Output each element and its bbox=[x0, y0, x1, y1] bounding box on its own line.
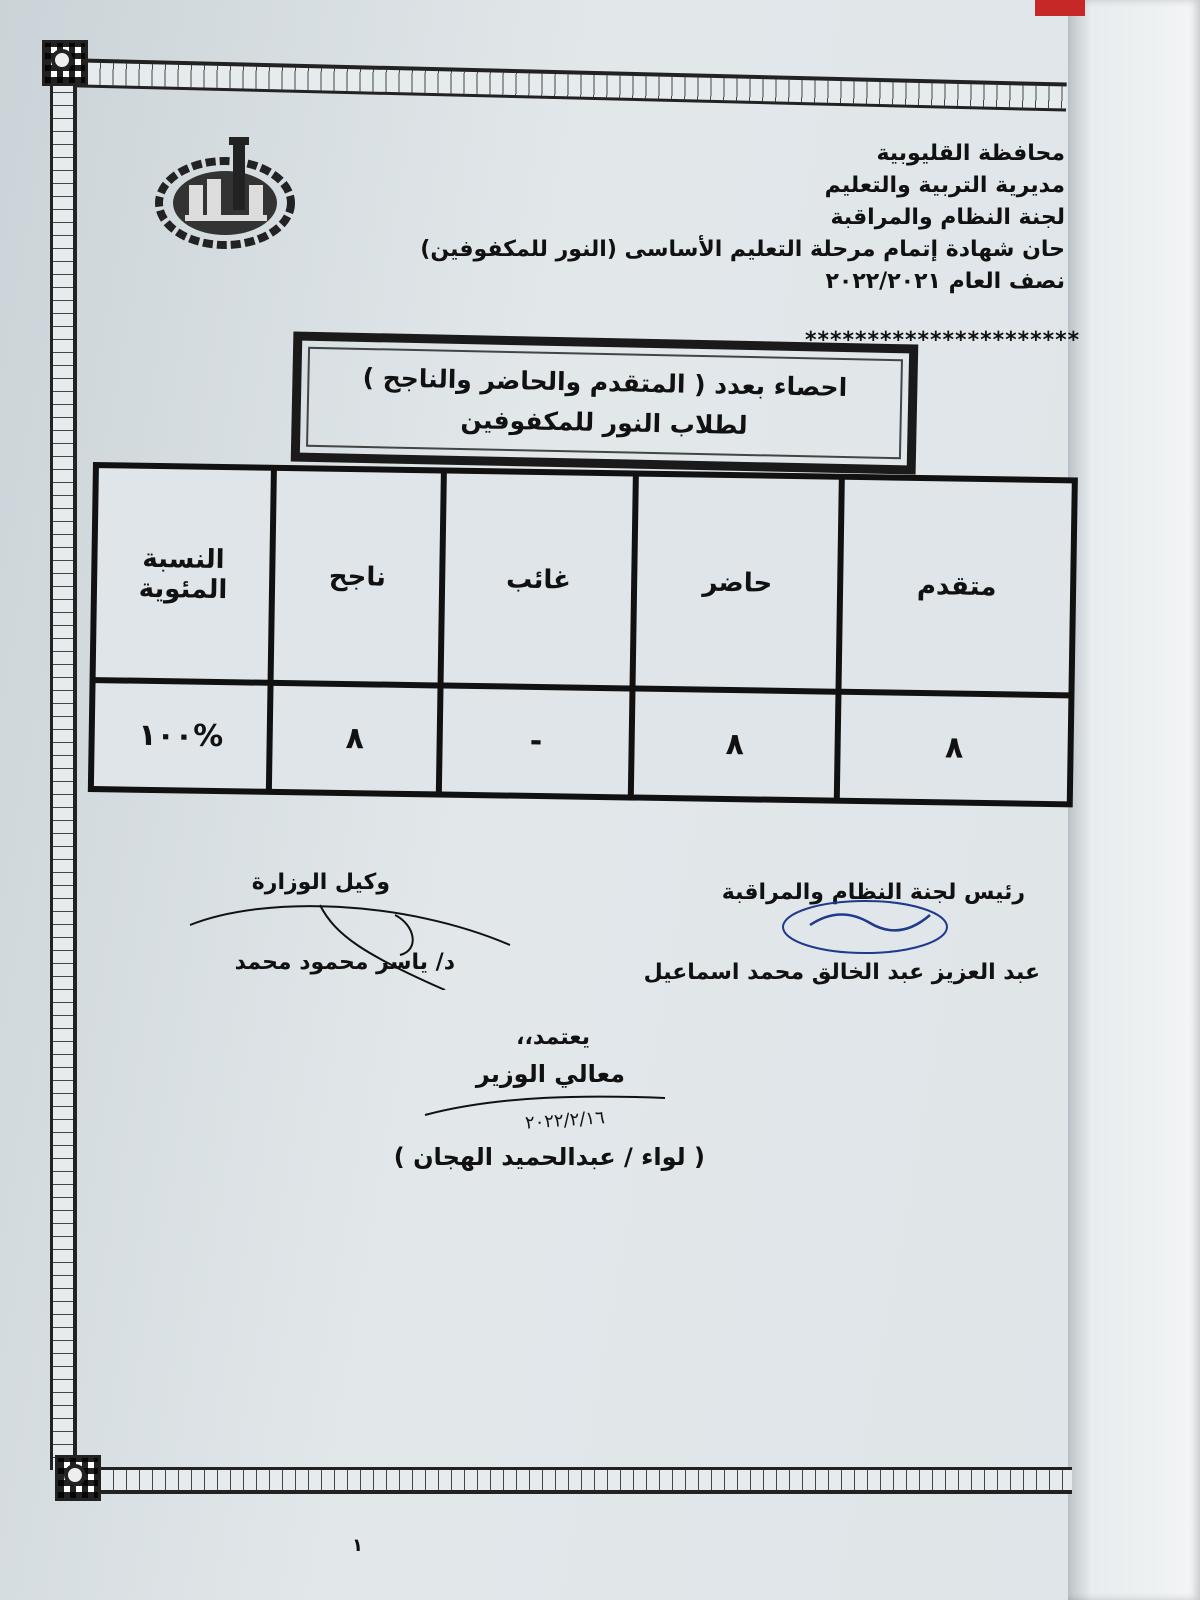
page-number: ١ bbox=[352, 1535, 363, 1556]
header-registered: متقدم bbox=[842, 480, 1072, 693]
minister-name: ( لواء / عبدالحميد الهجان ) bbox=[393, 1143, 705, 1171]
statistics-title-box bbox=[291, 331, 919, 474]
table-row bbox=[94, 683, 1068, 801]
ornamental-border-left bbox=[50, 70, 77, 1470]
directorate-emblem-icon bbox=[155, 135, 300, 255]
value-present: ٨ bbox=[634, 692, 835, 798]
committee-head-name: عبد العزيز عبد الخالق محمد اسماعيل bbox=[643, 960, 1040, 985]
title-line-2: لطلاب النور للمكفوفين bbox=[460, 404, 748, 440]
approval-label: يعتمد،، bbox=[516, 1025, 590, 1050]
committee-head-signature-icon bbox=[780, 895, 960, 965]
value-registered: ٨ bbox=[840, 695, 1068, 802]
border-corner-ornament bbox=[55, 1455, 101, 1501]
committee-head-title: رئيس لجنة النظام والمراقبة bbox=[721, 880, 1025, 905]
document-header bbox=[420, 138, 1065, 298]
value-percentage: %١٠٠ bbox=[94, 683, 268, 789]
stars-divider: ********************** bbox=[805, 328, 1081, 353]
header-percentage: النسبة المئوية bbox=[96, 468, 271, 680]
header-present: حاضر bbox=[636, 477, 839, 689]
handwritten-date: ٢٠٢٢/٢/١٦ bbox=[524, 1107, 606, 1134]
academic-year: نصف العام ٢٠٢٢/٢٠٢١ bbox=[825, 269, 1065, 294]
border-corner-ornament bbox=[42, 40, 88, 86]
value-absent: - bbox=[442, 689, 630, 795]
adjacent-page bbox=[1068, 0, 1200, 1600]
value-passed: ٨ bbox=[272, 686, 438, 792]
title-line-1: احصاء بعدد ( المتقدم والحاضر والناجح ) bbox=[362, 362, 848, 403]
red-tab bbox=[1035, 0, 1085, 16]
undersecretary-signature-icon bbox=[185, 895, 520, 990]
directorate-name: مديرية التربية والتعليم bbox=[824, 173, 1065, 198]
header-absent: غائب bbox=[444, 474, 633, 686]
header-passed: ناجح bbox=[274, 471, 442, 683]
governorate-name: محافظة القليوبية bbox=[876, 141, 1065, 166]
exam-name: حان شهادة إتمام مرحلة التعليم الأساسى (النور للمكفوفين) bbox=[420, 237, 1065, 262]
ornamental-border-bottom bbox=[75, 1467, 1072, 1494]
undersecretary-name: د/ ياسر محمود محمد bbox=[234, 950, 455, 975]
minister-title: معالي الوزير bbox=[475, 1060, 625, 1088]
statistics-table bbox=[88, 462, 1078, 807]
committee-name: لجنة النظام والمراقبة bbox=[830, 205, 1065, 230]
table-header-row bbox=[96, 468, 1072, 692]
undersecretary-title: وكيل الوزارة bbox=[251, 870, 390, 895]
